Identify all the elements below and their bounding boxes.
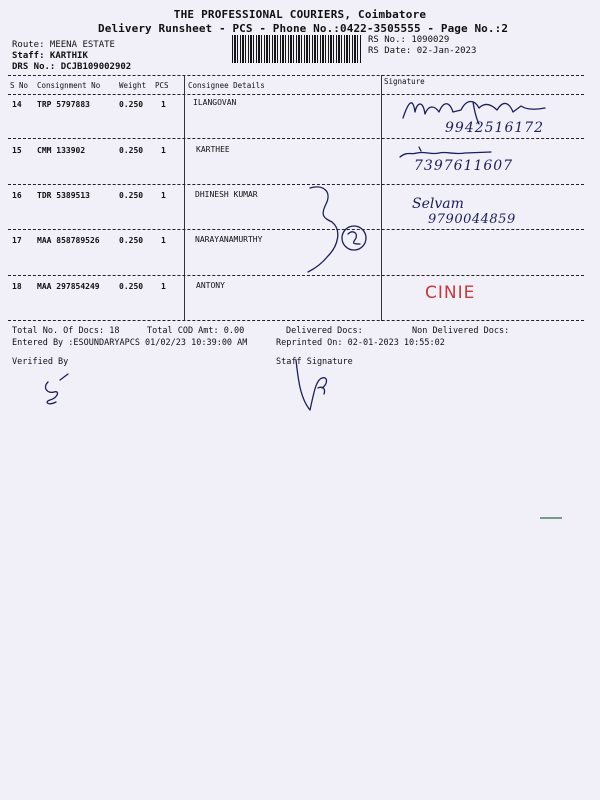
column-divider <box>184 75 185 321</box>
route: Route: MEENA ESTATE <box>12 40 115 50</box>
row-sno: 16 <box>12 191 22 200</box>
handwritten-phone-row-15: 7397611607 <box>414 158 514 174</box>
staff-signature <box>288 358 338 418</box>
non-delivered-docs: Non Delivered Docs: <box>412 326 510 336</box>
column-header-consignment: Consignment No <box>37 81 101 90</box>
row-sno: 15 <box>12 146 22 155</box>
row-consignment: MAA 858789526 <box>37 236 100 245</box>
column-header-signature: Signature <box>384 77 425 86</box>
signature-row-16-17 <box>302 182 372 277</box>
row-consignment: MAA 297854249 <box>37 282 100 291</box>
row-weight: 0.250 <box>119 191 144 200</box>
staff: Staff: KARTHIK <box>12 51 88 61</box>
row-consignee: ANTONY <box>196 281 225 290</box>
row-rule <box>8 275 584 276</box>
row-pcs: 1 <box>161 191 166 200</box>
row-rule <box>8 184 584 185</box>
row-rule <box>8 229 584 230</box>
rs-date: RS Date: 02-Jan-2023 <box>368 46 477 56</box>
rs-number: RS No.: 1090029 <box>368 35 450 45</box>
row-weight: 0.250 <box>119 100 144 109</box>
ink-mark <box>540 517 562 519</box>
document-title: THE PROFESSIONAL COURIERS, Coimbatore <box>173 8 427 21</box>
verified-by-signature <box>38 372 78 408</box>
row-sno: 14 <box>12 100 22 109</box>
verified-by-label: Verified By <box>12 357 69 367</box>
row-weight: 0.250 <box>119 282 144 291</box>
document-subtitle: Delivery Runsheet - PCS - Phone No.:0422-3505555 - Page No.:2 <box>98 22 509 35</box>
column-header-weight: Weight <box>119 81 147 90</box>
row-weight: 0.250 <box>119 146 144 155</box>
row-consignee: NARAYANAMURTHY <box>195 235 263 244</box>
handwritten-phone-row-14: 9942516172 <box>445 120 545 136</box>
row-consignee: ILANGOVAN <box>193 98 237 107</box>
row-pcs: 1 <box>161 100 166 109</box>
row-consignment: CMM 133902 <box>37 146 86 155</box>
column-header-sno: S No <box>10 81 29 90</box>
table-top-rule <box>8 75 584 76</box>
barcode <box>232 35 362 63</box>
column-header-pcs: PCS <box>155 81 169 90</box>
row-sno: 17 <box>12 236 22 245</box>
row-weight: 0.250 <box>119 236 144 245</box>
row-sno: 18 <box>12 282 22 291</box>
row-consignee: KARTHEE <box>196 145 230 154</box>
handwritten-name-row-16: Selvam <box>412 196 464 212</box>
row-pcs: 1 <box>161 282 166 291</box>
table-bottom-rule <box>8 320 584 321</box>
delivered-docs: Delivered Docs: <box>286 326 363 336</box>
row-pcs: 1 <box>161 236 166 245</box>
total-cod-amount: Total COD Amt: 0.00 <box>147 326 245 336</box>
row-pcs: 1 <box>161 146 166 155</box>
column-header-consignee: Consignee Details <box>188 81 265 90</box>
row-rule <box>8 138 584 139</box>
row-consignment: TDR 5389513 <box>37 191 90 200</box>
staff-signature-label: Staff Signature <box>276 357 353 367</box>
reprinted-on: Reprinted On: 02-01-2023 10:55:02 <box>276 338 445 348</box>
total-docs: Total No. Of Docs: 18 <box>12 326 120 336</box>
column-divider <box>381 75 382 321</box>
row-consignment: TRP 5797883 <box>37 100 90 109</box>
entered-by: Entered By :ESOUNDARYAPCS 01/02/23 10:39:00 AM <box>12 338 248 348</box>
drs-number: DRS No.: DCJB109002902 <box>12 62 132 72</box>
row-consignee: DHINESH KUMAR <box>195 190 258 199</box>
handwritten-phone-row-16: 9790044859 <box>428 212 516 227</box>
handwritten-note-row-18: CINIE <box>425 283 476 303</box>
